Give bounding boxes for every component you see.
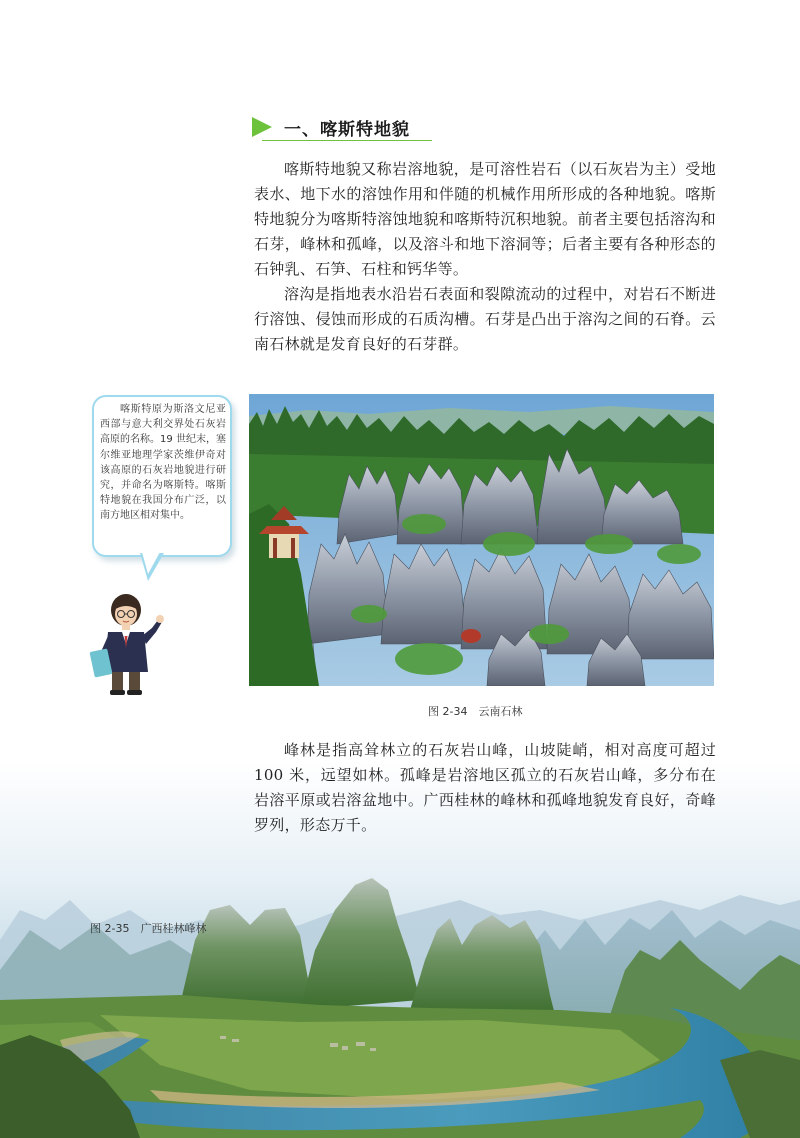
tip-text: 喀斯特原为斯洛文尼亚西部与意大利交界处石灰岩高原的名称。19 世纪末，塞尔维亚地理学家茨维伊奇对该高原的石灰岩地貌进行研究，并命名为喀斯特。喀斯特地貌在我国分布广泛，以南方地区相对集中。	[100, 404, 226, 522]
tip-bubble-tail-fill	[142, 552, 160, 574]
body-text-bottom	[254, 738, 716, 838]
body-text-top	[254, 157, 716, 357]
paragraph-karst-definition: 喀斯特地貌又称岩溶地貌，是可溶性岩石（以石灰岩为主）受地表水、地下水的溶蚀作用和伴随的机械作用所形成的各种地貌。喀斯特地貌分为喀斯特溶蚀地貌和喀斯特沉积地貌。前者主要包括溶沟和石芽，峰林和孤峰，以及溶斗和地下溶洞等；后者主要有各种形态的石钟乳、石笋、石柱和钙华等。	[254, 160, 716, 278]
paragraph-karren: 溶沟是指地表水沿岩石表面和裂隙流动的过程中，对岩石不断进行溶蚀、侵蚀而形成的石质沟槽。石芽是凸出于溶沟之间的石脊。云南石林就是发育良好的石芽群。	[254, 285, 716, 353]
heading-underline	[262, 140, 432, 141]
figure-caption-guilin: 图 2-35 广西桂林峰林	[90, 922, 207, 935]
section-heading	[252, 114, 432, 144]
section-title: 一、喀斯特地貌	[284, 120, 410, 140]
yunnan-stone-forest-photo	[249, 394, 714, 686]
figure-caption-stone-forest: 图 2-34 云南石林	[428, 705, 523, 718]
student-mascot-illustration	[86, 592, 170, 696]
paragraph-peak-forest: 峰林是指高耸林立的石灰岩山峰，山坡陡峭，相对高度可超过 100 米，远望如林。孤峰是岩溶地区孤立的石灰岩山峰，多分布在岩溶平原或岩溶盆地中。广西桂林的峰林和孤峰地貌发育良好，奇峰罗列，形态万千。	[254, 741, 716, 834]
section-arrow-icon	[252, 117, 272, 137]
